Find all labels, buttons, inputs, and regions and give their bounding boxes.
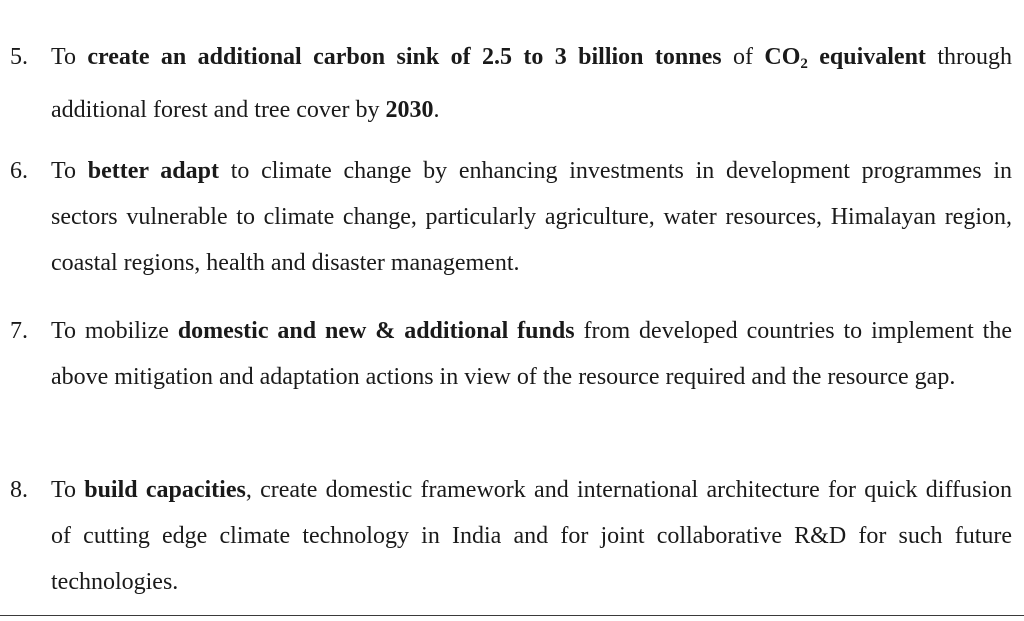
plain-text: from developed countries to implement the above mitigation and adaptation actions in view of the resource required and the resource gap. (51, 318, 1012, 390)
item-number: 6. (10, 158, 28, 184)
bold-text: equivalent (807, 44, 926, 70)
plain-text: To (51, 44, 88, 70)
item-number: 8. (10, 477, 28, 503)
plain-text: To mobilize (51, 318, 178, 344)
plain-text: To (51, 477, 85, 503)
bold-text: domestic and new & additional funds (177, 318, 575, 344)
subscript-text: 2 (800, 56, 808, 72)
item-number: 5. (10, 44, 28, 70)
plain-text: of (721, 44, 765, 70)
item-text (51, 467, 1012, 605)
bold-text: CO (764, 44, 801, 70)
bold-text: create an additional carbon sink of 2.5 to 3 billion tonnes (87, 44, 722, 70)
bold-text: 2030 (385, 97, 434, 123)
bold-text: better adapt (87, 158, 219, 184)
plain-text: To (51, 158, 88, 184)
item-text (51, 34, 1012, 133)
item-text (51, 308, 1012, 400)
plain-text: through additional forest and tree cover by (51, 44, 1012, 123)
plain-text: , create domestic framework and international architecture for quick diffusion of cutting edge climate technology in India and for joint collaborative R&D for such future technologies. (51, 477, 1013, 595)
bold-text: build capacities (84, 477, 246, 503)
item-text (51, 148, 1012, 286)
item-number: 7. (10, 318, 28, 344)
bottom-divider (0, 615, 1024, 616)
plain-text: . (433, 97, 440, 123)
plain-text: to climate change by enhancing investments in development programmes in sectors vulnerable to climate change, particularly agriculture, water resources, Himalayan region, coastal regions, health and disaster management. (51, 158, 1013, 276)
